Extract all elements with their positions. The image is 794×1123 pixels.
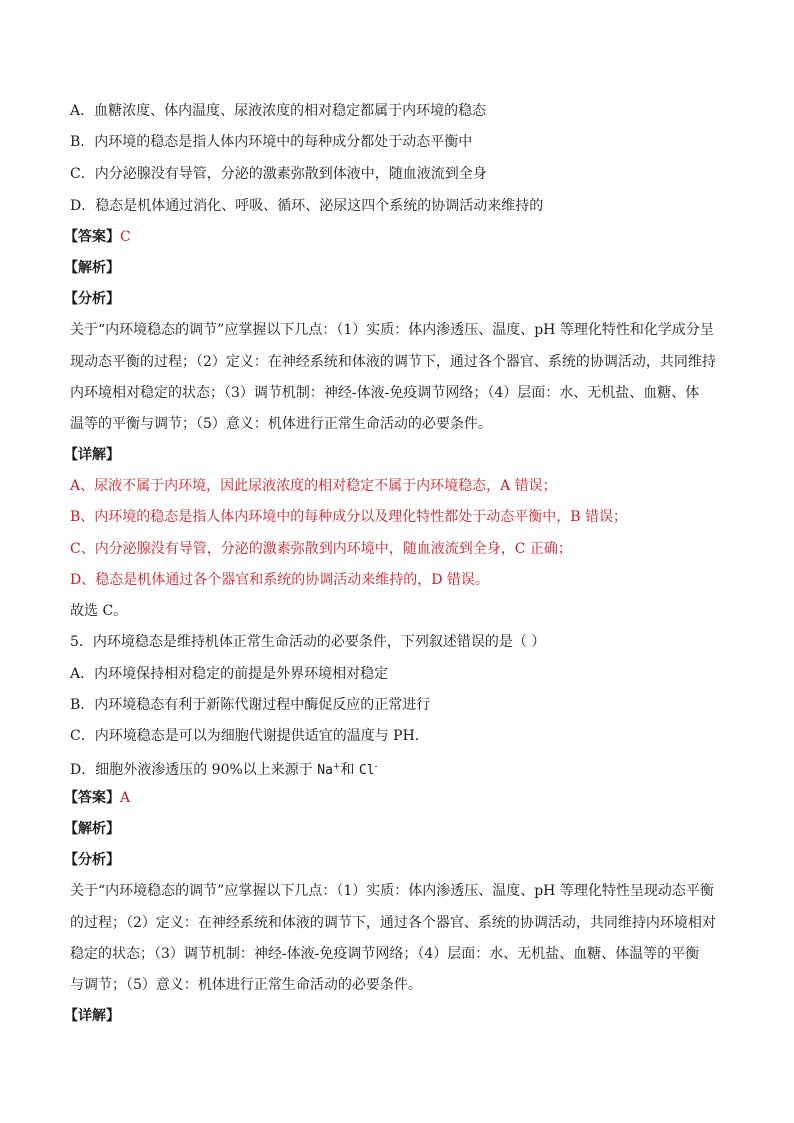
option-d-prefix: D．细胞外液渗透压的 90%以上来源于 xyxy=(70,762,318,778)
q4-detail-line: D、稳态是机体通过各个器官和系统的协调活动来维持的，D 错误。 xyxy=(70,572,489,588)
q5-analysis-label: 【解析】 xyxy=(64,821,120,837)
q4-fenxi-line: 内环境相对稳定的状态；（3）调节机制：神经-体液-免疫调节网络；（4）层面：水、无机盐、血糖、体 xyxy=(70,385,700,401)
answer-value: C xyxy=(120,229,131,245)
option-d-mid: 和 xyxy=(340,762,359,778)
q4-detail-line: A、尿液不属于内环境，因此尿液浓度的相对稳定不属于内环境稳态，A 错误； xyxy=(70,478,557,494)
q4-detail-line: B、内环境的稳态是指人体内环境中的每种成分以及理化特性都处于动态平衡中，B 错误； xyxy=(70,509,628,525)
q5-option-c: C．内环境稳态是可以为细胞代谢提供适宜的温度与 PH. xyxy=(70,728,420,744)
q4-option-a: A．血糖浓度、体内温度、尿液浓度的相对稳定都属于内环境的稳态 xyxy=(70,103,487,119)
q4-analysis-label: 【解析】 xyxy=(64,260,120,276)
q4-fenxi-label: 【分析】 xyxy=(64,291,120,307)
q4-detail-label: 【详解】 xyxy=(64,447,120,463)
q4-fenxi-line: 温等的平衡与调节；（5）意义：机体进行正常生命活动的必要条件。 xyxy=(70,416,492,432)
answer-label: 【答案】 xyxy=(64,790,120,806)
q5-fenxi-label: 【分析】 xyxy=(64,852,120,868)
q5-fenxi-line: 关于“内环境稳态的调节”应掌握以下几点：（1）实质：体内渗透压、温度、pH 等理化特性呈现动态平衡 xyxy=(70,883,714,899)
q5-fenxi-line: 稳定的状态；（3）调节机制：神经-体液-免疫调节网络；（4）层面：水、无机盐、血糖、体温等的平衡 xyxy=(70,946,700,962)
chloride-charge: - xyxy=(374,762,378,772)
q5-stem: 5．内环境稳态是维持机体正常生命活动的必要条件，下列叙述错误的是（ ） xyxy=(70,634,546,650)
sodium-charge: + xyxy=(332,762,341,772)
sodium-symbol: Na xyxy=(317,763,333,778)
q4-conclusion: 故选 C。 xyxy=(70,603,128,619)
q4-fenxi-line: 现动态平衡的过程；（2）定义：在神经系统和体液的调节下，通过各个器官、系统的协调活动，共同维持 xyxy=(70,354,716,370)
q5-fenxi-line: 与调节；（5）意义：机体进行正常生命活动的必要条件。 xyxy=(70,977,422,993)
answer-value: A xyxy=(120,790,131,806)
q5-fenxi-line: 的过程；（2）定义：在神经系统和体液的调节下，通过各个器官、系统的协调活动，共同维持内环境相对 xyxy=(70,915,716,931)
q4-option-c: C．内分泌腺没有导管，分泌的激素弥散到体液中，随血液流到全身 xyxy=(70,166,487,182)
q5-answer xyxy=(64,788,130,808)
answer-label: 【答案】 xyxy=(64,229,120,245)
q5-option-d xyxy=(70,757,378,781)
q4-answer xyxy=(64,227,131,247)
q4-detail-line: C、内分泌腺没有导管，分泌的激素弥散到内环境中，随血液流到全身，C 正确； xyxy=(70,541,572,557)
q5-detail-label: 【详解】 xyxy=(64,1008,120,1024)
q5-option-b: B．内环境稳态有利于新陈代谢过程中酶促反应的正常进行 xyxy=(70,697,431,713)
q4-option-d: D．稳态是机体通过消化、呼吸、循环、泌尿这四个系统的协调活动来维持的 xyxy=(70,198,544,214)
q5-option-a: A．内环境保持相对稳定的前提是外界环境相对稳定 xyxy=(70,666,389,682)
q4-fenxi-line: 关于“内环境稳态的调节”应掌握以下几点：（1）实质：体内渗透压、温度、pH 等理化特性和化学成分呈 xyxy=(70,322,714,338)
chloride-symbol: Cl xyxy=(358,763,375,778)
q4-option-b: B．内环境的稳态是指人体内环境中的每种成分都处于动态平衡中 xyxy=(70,134,473,150)
